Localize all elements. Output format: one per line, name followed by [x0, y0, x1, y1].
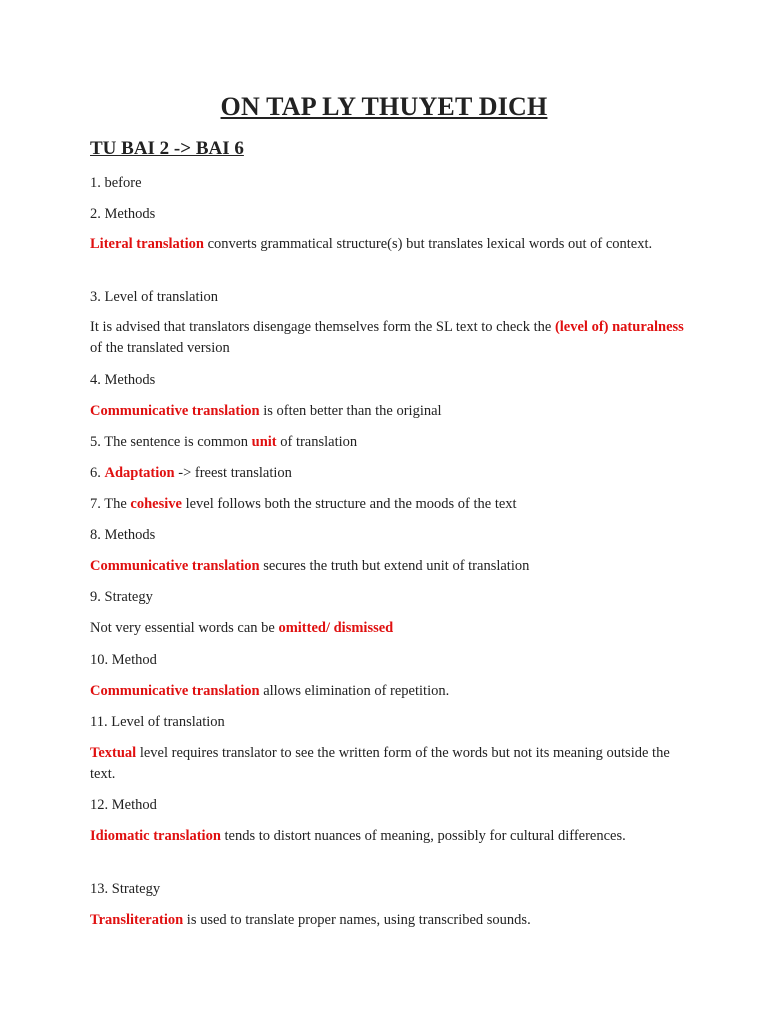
- body-text: It is advised that translators disengage themselves form the SL text to check the: [90, 319, 555, 335]
- body-text: is used to translate proper names, using transcribed sounds.: [183, 912, 531, 928]
- body-line: [90, 650, 690, 671]
- body-text: level follows both the structure and the moods of the text: [181, 496, 517, 512]
- body-line: [90, 910, 690, 931]
- highlighted-term: Literal translation: [90, 236, 204, 252]
- document-subtitle: TU BAI 2 -> BAI 6: [90, 138, 244, 159]
- highlighted-term: Communicative translation: [90, 403, 260, 419]
- highlighted-term: cohesive: [130, 496, 182, 512]
- body-line: [90, 287, 690, 308]
- body-text: level requires translator to see the written form of the words but not its meaning outside the text.: [90, 745, 670, 782]
- body-text: 3. Level of translation: [90, 289, 219, 305]
- body-line: [90, 681, 690, 702]
- body-text: 6.: [90, 465, 105, 481]
- body-text: -> freest translation: [174, 465, 292, 481]
- body-line: [90, 618, 690, 639]
- highlighted-term: omitted/ dismissed: [278, 620, 394, 636]
- body-text: tends to distort nuances of meaning, possibly for cultural differences.: [220, 828, 626, 844]
- body-text: is often better than the original: [259, 403, 442, 419]
- body-line: [90, 743, 690, 785]
- body-text: 10. Method: [90, 652, 157, 668]
- body-text: 1. before: [90, 175, 142, 191]
- body-line: [90, 370, 690, 391]
- body-line: [90, 712, 690, 733]
- highlighted-term: Transliteration: [90, 912, 184, 928]
- body-line: [90, 463, 690, 484]
- body-line: [90, 317, 690, 359]
- highlighted-term: Idiomatic translation: [90, 828, 221, 844]
- body-text: of the translated version: [90, 340, 230, 356]
- body-line: [90, 879, 690, 900]
- highlighted-term: unit: [251, 434, 277, 450]
- body-text: 5. The sentence is common: [90, 434, 252, 450]
- body-line: [90, 826, 690, 847]
- body-line: [90, 204, 690, 225]
- highlighted-term: Communicative translation: [90, 683, 260, 699]
- highlighted-term: (level of) naturalness: [554, 319, 684, 335]
- body-line: [90, 556, 690, 577]
- body-line: [90, 795, 690, 816]
- highlighted-term: Communicative translation: [90, 558, 260, 574]
- body-text: 9. Strategy: [90, 589, 153, 605]
- highlighted-term: Adaptation: [104, 465, 175, 481]
- body-text: allows elimination of repetition.: [259, 683, 450, 699]
- body-line: [90, 173, 690, 194]
- body-text: 13. Strategy: [90, 881, 161, 897]
- body-text: Not very essential words can be: [90, 620, 279, 636]
- body-line: [90, 525, 690, 546]
- body-text: 11. Level of translation: [90, 714, 225, 730]
- highlighted-term: Textual: [90, 745, 137, 761]
- body-line: [90, 234, 690, 255]
- body-line: [90, 587, 690, 608]
- document-title: ON TAP LY THUYET DICH: [220, 92, 548, 121]
- body-text: 8. Methods: [90, 527, 156, 543]
- body-text: 2. Methods: [90, 206, 156, 222]
- body-text: converts grammatical structure(s) but translates lexical words out of context.: [203, 236, 653, 252]
- body-text: secures the truth but extend unit of translation: [259, 558, 530, 574]
- body-line: [90, 432, 690, 453]
- body-text: 12. Method: [90, 797, 157, 813]
- body-line: [90, 494, 690, 515]
- body-text: of translation: [276, 434, 358, 450]
- body-text: 7. The: [90, 496, 131, 512]
- body-line: [90, 401, 690, 422]
- body-text: 4. Methods: [90, 372, 156, 388]
